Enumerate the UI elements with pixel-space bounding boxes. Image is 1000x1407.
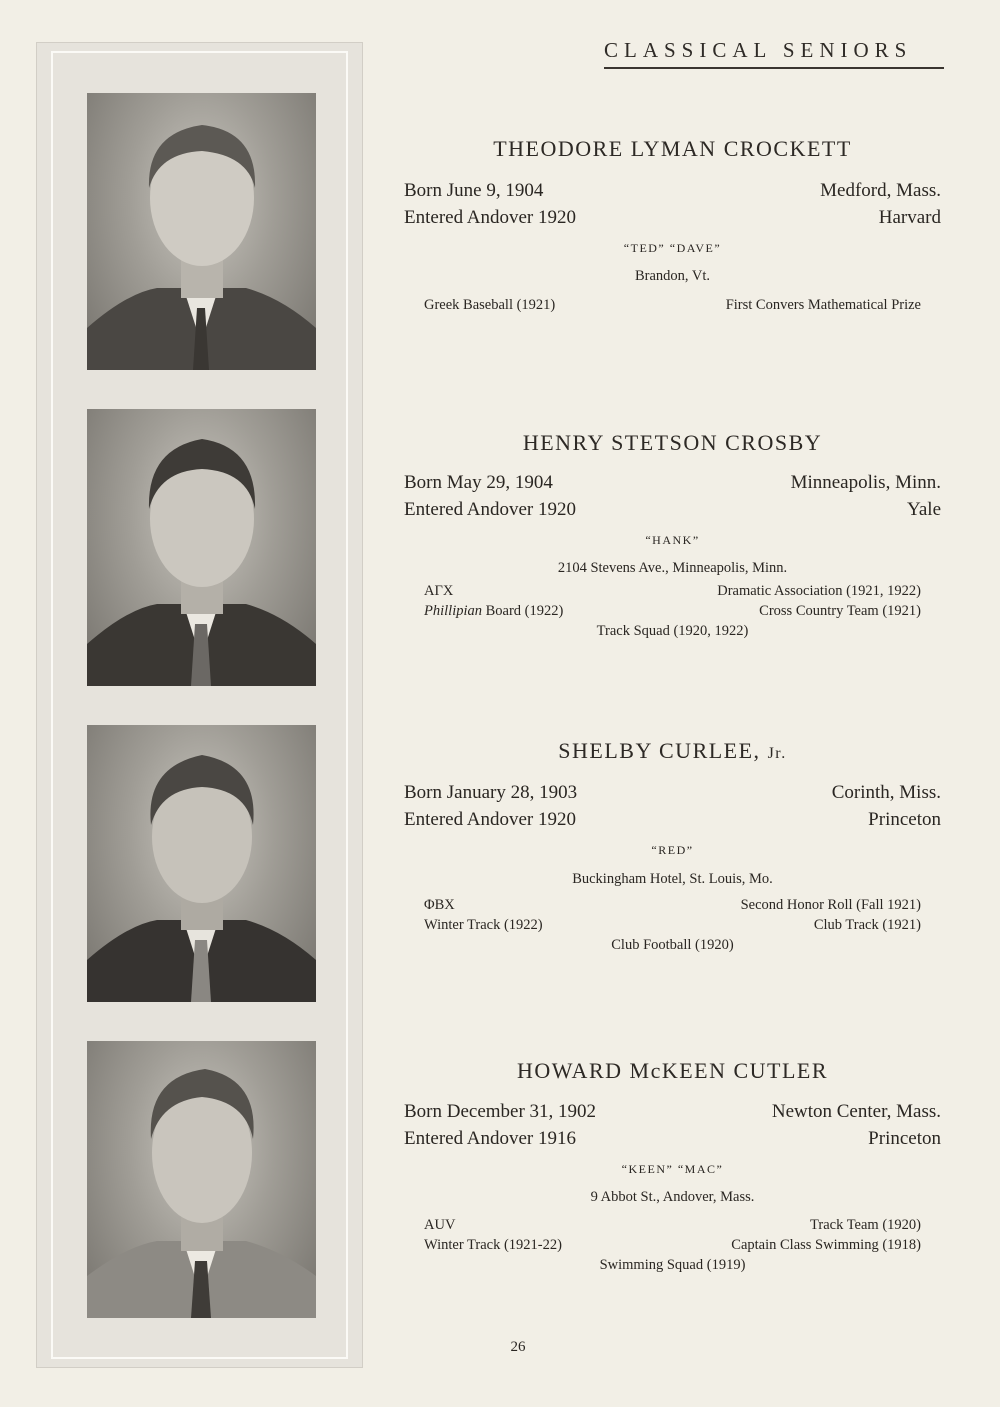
senior-name: HENRY STETSON CROSBY xyxy=(522,430,823,455)
senior-name-main: SHELBY CURLEE, xyxy=(558,738,768,763)
fraternity: AΓX xyxy=(424,583,454,599)
entered-year: Entered Andover 1920 xyxy=(404,809,577,830)
birth-date: Born January 28, 1903 xyxy=(404,782,578,803)
activity-item: Cross Country Team (1921) xyxy=(759,603,921,619)
portrait-figure xyxy=(87,1041,316,1318)
portrait-photo-crockett xyxy=(87,93,316,370)
senior-entry xyxy=(404,136,941,315)
address: 2104 Stevens Ave., Minneapolis, Minn. xyxy=(557,560,788,576)
nicknames: “KEEN” “MAC” xyxy=(621,1162,724,1176)
activities xyxy=(404,581,941,641)
senior-entry xyxy=(404,430,941,641)
activity-row xyxy=(424,1215,921,1235)
activities xyxy=(404,1215,941,1275)
senior-name: HOWARD McKEEN CUTLER xyxy=(516,1058,829,1083)
college: Yale xyxy=(907,499,941,520)
entry-row xyxy=(404,806,941,833)
entered-year: Entered Andover 1920 xyxy=(404,499,577,520)
entry-row xyxy=(404,496,941,523)
entered-year: Entered Andover 1916 xyxy=(404,1128,577,1149)
strip-border-right xyxy=(346,51,348,1359)
portrait-figure xyxy=(87,725,316,1002)
activity-item: Second Honor Roll (Fall 1921) xyxy=(740,897,921,913)
portrait-figure xyxy=(87,93,316,370)
activity-item: Greek Baseball (1921) xyxy=(424,297,556,313)
name-suffix: Jr. xyxy=(767,745,787,762)
running-title-rule xyxy=(604,67,944,69)
portrait-photo-crosby xyxy=(87,409,316,686)
activity-suffix: Board (1922) xyxy=(482,603,564,619)
birth-date: Born December 31, 1902 xyxy=(404,1101,597,1122)
college: Princeton xyxy=(868,1128,941,1149)
portrait-photo-cutler xyxy=(87,1041,316,1318)
fraternity: AUV xyxy=(424,1217,456,1233)
birth-date: Born May 29, 1904 xyxy=(404,472,553,493)
activity-row xyxy=(424,1235,921,1255)
activity-item: Track Team (1920) xyxy=(810,1217,921,1233)
publication-name: Phillipian xyxy=(424,603,482,619)
activity-item: Swimming Squad (1919) xyxy=(599,1257,746,1273)
hometown: Corinth, Miss. xyxy=(831,782,941,803)
nicknames: “RED” xyxy=(651,843,694,857)
running-title: CLASSICAL SENIORS xyxy=(604,38,913,62)
activity-row xyxy=(424,581,921,601)
strip-border-bottom xyxy=(51,1357,348,1359)
entered-year: Entered Andover 1920 xyxy=(404,207,577,228)
senior-entry xyxy=(404,1058,941,1275)
activity-item: Winter Track (1922) xyxy=(424,917,543,933)
activity-item: Dramatic Association (1921, 1922) xyxy=(717,583,921,599)
activity-item: Winter Track (1921-22) xyxy=(424,1237,562,1253)
senior-name: THEODORE LYMAN CROCKETT xyxy=(493,136,852,161)
college: Harvard xyxy=(878,207,941,228)
fraternity: ΦBX xyxy=(424,897,455,913)
birth-row xyxy=(404,469,941,496)
address: Brandon, Vt. xyxy=(634,268,711,284)
activity-row xyxy=(424,895,921,915)
activity-row xyxy=(424,295,921,315)
hometown: Medford, Mass. xyxy=(820,180,941,201)
activity-item: Club Football (1920) xyxy=(611,937,734,953)
entry-row xyxy=(404,204,941,231)
page-number: 26 xyxy=(510,1339,526,1355)
activities xyxy=(404,295,941,315)
hometown: Newton Center, Mass. xyxy=(771,1101,941,1122)
birth-date: Born June 9, 1904 xyxy=(404,180,544,201)
strip-border-top xyxy=(51,51,348,53)
senior-entry xyxy=(404,738,941,955)
college: Princeton xyxy=(868,809,941,830)
activity-item xyxy=(424,601,563,621)
nicknames: “TED” “DAVE” xyxy=(623,241,722,255)
senior-name xyxy=(404,738,941,764)
portrait-figure xyxy=(87,409,316,686)
hometown: Minneapolis, Minn. xyxy=(790,472,941,493)
nicknames: “HANK” xyxy=(645,533,700,547)
address: Buckingham Hotel, St. Louis, Mo. xyxy=(572,871,773,887)
birth-row xyxy=(404,177,941,204)
birth-row xyxy=(404,779,941,806)
activities xyxy=(404,895,941,955)
birth-row xyxy=(404,1098,941,1125)
activity-item: Captain Class Swimming (1918) xyxy=(731,1237,921,1253)
address: 9 Abbot St., Andover, Mass. xyxy=(590,1189,755,1205)
portrait-strip xyxy=(36,42,363,1368)
portrait-photo-curlee xyxy=(87,725,316,1002)
entry-row xyxy=(404,1125,941,1152)
strip-border-left xyxy=(51,51,53,1359)
activity-item: Track Squad (1920, 1922) xyxy=(596,623,749,639)
activity-row xyxy=(424,601,921,621)
activity-item: Club Track (1921) xyxy=(813,917,921,933)
activity-row xyxy=(424,915,921,935)
activity-item: First Convers Mathematical Prize xyxy=(725,297,921,313)
